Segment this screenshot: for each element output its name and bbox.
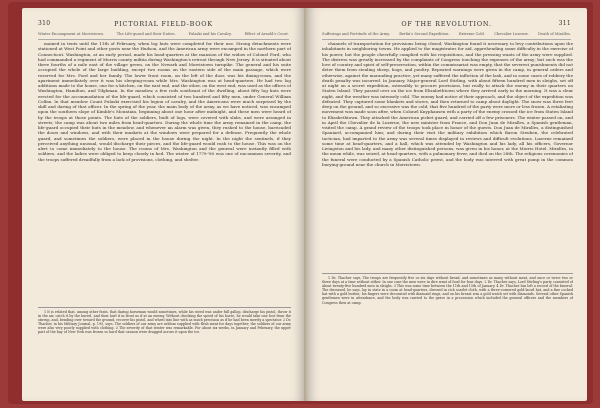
- right-body-paragraph: channels of transportation for provisions being closed, Washington found it necessary to levy contributions upon the inhabitants in neighboring towns. He applied to the magistrates for aid, apprehending some difficulty in the exercise of his power, but the people cheerfully complied with his requisitions, and the pressing wants of the army were supplied. The distress was greatly increased by the complaints of Congress touching the expenses of the army; but such was the love of country and spirit of self-preservation, within the commissariat was empty, that the severest punishments did not deter them from stealing sheep, hogs, and poultry. Repeated warnings were given in the camp, in general orders and otherwise, against the marauding practice, yet many suffered the infliction of the lash, and in some cases of robbery the death penalty was incurred. In January, Major-general Lord Stirling, with about fifteen hundred men in sleighs, set off at night on a secret expedition, ostensibly to procure provisions, but really to attack the enemy in their quarters on Staten Island. They passed over on the ice from Elizabethtown where they arrived early in the morning. It was a clear night, and the weather was intensely cold. The enemy had notice of their approach, and the object of the expedition was defeated. They captured some blankets and stores, and then returned to camp about daylight. The snow was three feet deep on the ground, and so excessive was the cold, that five hundred of the party were more or less frozen. A retaliating movement was made soon after, when Colonel Knyphausen with a party of the enemy crossed the ice from Staten Island to Elizabethtown. They attacked the American picket guard, and carried off a few prisoners. The winter passed on, and in April the Chevalier de la Luzerne, the new minister from France, and Don Juan de Miralles, a Spanish gentleman, visited the camp. A grand review of the troops took place in honor of the guests. Don Juan de Miralles, a distinguished Spaniard, accompanied him; and during their visit the military exhibition which Baron Steuben, the celebrated tactician, had imparted to the army was several times displayed in reviews and difficult evolutions. Luzerne remained some time at head-quarters, and a ball, which was attended by Washington and his lady, all his officers, Governor Livingston and his lady, and many other distinguished persons, was given in his honor, at the Morris Hotel. Miralles, in the mean while, was seized, at head-quarters, with a pulmonary fever, and died on the 28th. The religious ceremonies of the funeral were conducted by a Spanish Catholic priest, and the body was interred with great pomp in the common burying-ground near the church in Morristown.: [322, 41, 573, 167]
- right-subhead-4: Chevalier Luzerne.: [494, 32, 529, 36]
- left-body-paragraph: mained in tents until the 11th of February, when log huts were completed for their use. Strong detachments were stationed at West Point and other posts near the Hudson, and the American army were encamped in the northern part of Connecticut. Washington, at an early period, made his head-quarters at the mansion of the widow of Colonel Ford, who had commanded a regiment of Morris county militia during Washington's retreat through New Jersey. It is situated about three fourths of a mile east of the village green, on the Newark and Morristown turnpike. The general and his suite occupied the whole of the large building, except two rooms on the eastern side of the main passage, which were reserved for Mrs. Ford and her family. The lower front room, on the left of the door, was his dining-room, and the apartment immediately over it was his sleeping-room while Mrs. Washington was at head-quarters. He had two log additions made to the house, one for a kitchen, on the east end, and the other, on the west end, was used as the offices of Washington, Hamilton, and Tilghman. In the meadow, a few rods southeast of the dwelling, about fifty log huts were erected for the accommodation of the life-guard, which consisted of two hundred and fifty men, under General William Colfax. In that meadow Count Pulaski exercised his legion of cavalry, and the Americans were much surprised by the skill and daring of that officer. In the spring of the year, the main body of the army, as we have noticed, was encamped upon the southern slope of Kimble's Mountain, beginning about one hour after midnight, and these men were heard of by the troops at those points. The huts of the soldiers, built of logs, were covered with slabs, and were arranged in streets; the camp was about two miles from head-quarters. During the whole time the army remained in the camp, the life-guard occupied their huts in the meadow, and whenever an alarm was given, they rushed to the house, barricaded the doors and windows, and with their muskets at the windows were prepared for a defense. Frequently the whole guard, and sometimes the soldiers, were placed in the house during the night. In the night the sentinels, if they perceived anything unusual, would discharge their pieces, and the life-guard would rush to the house. This was on the alert to come immediately to the house. The rooms of Mrs. Washington and the general were instantly filled with soldiers, and the ladies were obliged to keep closely in bed. The winter of 1779-'80 was one of uncommon severity, and the troops suffered dreadfully from a lack of provisions, clothing, and shelter.: [38, 41, 291, 162]
- left-page-number: 310: [38, 20, 51, 27]
- right-subhead-3: Extreme Cold.: [458, 32, 485, 36]
- right-footnote-text: 1 Dr. Thacher says, The troops are frequently five or six days without bread, and sometimes as many without meat, and once or twice two or three days at a time without either. In one case the men were in dire want of food for four days. 2 Dr. Thacher says, Lord Stirling's party consisted of about twenty-five hundred men in sleighs. 3 This was some time between the 11th and 15th of January. 4 Dr. Thacher has left a record of the funeral: The deceased, he says, lay in state in a room at head-quarters, dressed in rich scarlet cloth, with a three-cornered gold-laced hat, and a fine cocked hat with a gold button; his fingers were decorated with diamond rings, and on his breast was a gold watch set with diamonds. Several other Spanish gentlemen were in attendance, and the body was carried to the grave in a procession which included the general officers and the members of Congress then at camp.: [322, 276, 573, 305]
- left-subhead-2: The Life-guard and their Duties.: [116, 32, 176, 36]
- right-body-text: [322, 41, 573, 269]
- left-running-title: PICTORIAL FIELD-BOOK: [114, 20, 213, 28]
- left-running-head: [38, 20, 289, 30]
- left-footnotes: [38, 310, 291, 394]
- left-subhead-4: Effect of Arnold's Court.: [244, 32, 289, 36]
- right-page-number: 311: [558, 20, 571, 27]
- right-running-title: OF THE REVOLUTION.: [401, 20, 492, 28]
- left-footnote-text: 1 It is related that, among other feats, that daring horseman would sometimes, while his steed was under full gallop, discharge his pistol, throw it in the air, catch it by the barrel, and then hurl it in front as if at an enemy. Without checking the speed of his horse, he would take one foot from the stirrup, and, bending over toward the ground, recover his pistol, and wheel into line with as much precision as if he had been merely a spectator. 2 Dr. Thacher, in his Military Journal, p. 195, says, The soldiers of our army are seldom supplied with flesh meat for days together; the soldiers of our army were also very poorly supplied with clothing. 3 The severity of that winter was remarkable. For about six weeks, in January and February, the upper part of the bay of New York was frozen so hard that cannon were dragged across it upon the ice.: [38, 310, 291, 335]
- left-subhead-1: Winter Encampment at Morristown.: [38, 32, 104, 36]
- left-body-text: [38, 41, 291, 303]
- left-footnote-rule: [38, 307, 291, 308]
- book-cover: [8, 2, 593, 404]
- right-subhead-5: Death of Miralles.: [538, 32, 571, 36]
- right-subhead-1: Sufferings and Fortitude of the Army.: [322, 32, 391, 36]
- left-subhead-3: Pulaski and his Cavalry.: [188, 32, 232, 36]
- left-subheads: [38, 32, 289, 40]
- right-footnotes: [322, 276, 573, 394]
- right-running-head: [322, 20, 571, 30]
- left-page: [22, 8, 305, 401]
- right-subheads: [322, 32, 571, 40]
- right-page: [306, 8, 587, 401]
- right-footnote-rule: [322, 273, 573, 274]
- right-subhead-2: Berlin's Second Expedition.: [399, 32, 450, 36]
